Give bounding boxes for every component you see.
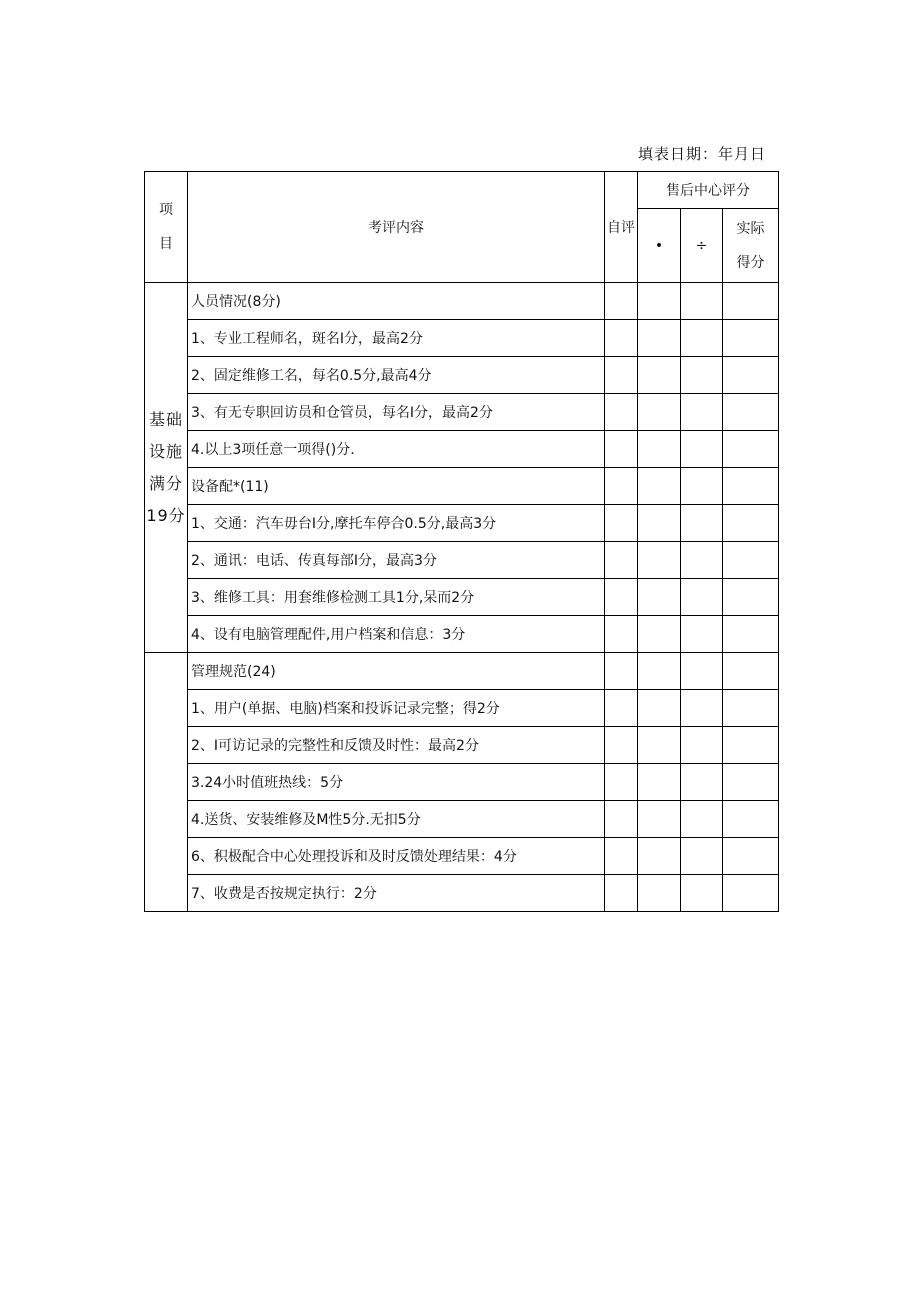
center-score-cell-2[interactable] <box>681 431 723 468</box>
content-cell: 1、用户(单据、电脑)档案和投诉记录完整；得2分 <box>188 690 605 727</box>
content-cell: 1、交通：汽车毋台I分,摩托车停合0.5分,最高3分 <box>188 505 605 542</box>
category-line: 19分 <box>146 505 186 525</box>
header-item-line1: 项 <box>159 202 173 218</box>
center-score-cell-1[interactable] <box>638 875 681 912</box>
center-score-cell-2[interactable] <box>681 875 723 912</box>
self-score-cell[interactable] <box>605 542 638 579</box>
center-score-cell-1[interactable] <box>638 542 681 579</box>
actual-score-cell[interactable] <box>723 616 779 653</box>
center-score-cell-1[interactable] <box>638 357 681 394</box>
header-item-line2: 目 <box>159 236 173 252</box>
center-score-cell-1[interactable] <box>638 838 681 875</box>
content-cell: 2、I可访记录的完整性和反馈及时性：最高2分 <box>188 727 605 764</box>
self-score-cell[interactable] <box>605 283 638 320</box>
table-row <box>145 283 779 320</box>
table-row <box>145 690 779 727</box>
header-sub-col2: ÷ <box>681 209 723 283</box>
header-actual-score <box>723 209 779 283</box>
center-score-cell-1[interactable] <box>638 468 681 505</box>
category-cell <box>145 283 188 653</box>
center-score-cell-1[interactable] <box>638 727 681 764</box>
content-cell: 6、积极配合中心处理投诉和及时反馈处理结果：4分 <box>188 838 605 875</box>
center-score-cell-2[interactable] <box>681 838 723 875</box>
content-cell: 4、设有电脑管理配件,用户档案和信息：3分 <box>188 616 605 653</box>
table-row <box>145 727 779 764</box>
center-score-cell-2[interactable] <box>681 357 723 394</box>
self-score-cell[interactable] <box>605 394 638 431</box>
actual-score-cell[interactable] <box>723 320 779 357</box>
content-cell: 4.送货、安装维修及M性5分.无扣5分 <box>188 801 605 838</box>
actual-score-cell[interactable] <box>723 764 779 801</box>
actual-score-cell[interactable] <box>723 690 779 727</box>
table-row <box>145 764 779 801</box>
center-score-cell-1[interactable] <box>638 690 681 727</box>
self-score-cell[interactable] <box>605 764 638 801</box>
center-score-cell-2[interactable] <box>681 505 723 542</box>
content-cell: 1、专业工程师名，斑名I分，最高2分 <box>188 320 605 357</box>
category-line: 基础 <box>148 409 183 429</box>
header-self-eval: 自评 <box>605 172 638 283</box>
table-row <box>145 431 779 468</box>
actual-score-cell[interactable] <box>723 394 779 431</box>
self-score-cell[interactable] <box>605 690 638 727</box>
actual-score-cell[interactable] <box>723 468 779 505</box>
center-score-cell-2[interactable] <box>681 320 723 357</box>
center-score-cell-2[interactable] <box>681 764 723 801</box>
center-score-cell-1[interactable] <box>638 431 681 468</box>
category-line: 满分 <box>148 473 183 493</box>
actual-score-cell[interactable] <box>723 431 779 468</box>
center-score-cell-2[interactable] <box>681 283 723 320</box>
center-score-cell-1[interactable] <box>638 505 681 542</box>
table-row <box>145 838 779 875</box>
header-actual-line2: 得分 <box>736 254 765 271</box>
actual-score-cell[interactable] <box>723 653 779 690</box>
content-cell: 管理规范(24) <box>188 653 605 690</box>
actual-score-cell[interactable] <box>723 801 779 838</box>
fill-date-label: 填表日期：年月日 <box>637 145 766 163</box>
actual-score-cell[interactable] <box>723 505 779 542</box>
center-score-cell-2[interactable] <box>681 579 723 616</box>
header-item-cell <box>145 172 188 283</box>
content-cell: 2、通讯：电话、传真每部I分，最高3分 <box>188 542 605 579</box>
center-score-cell-2[interactable] <box>681 394 723 431</box>
actual-score-cell[interactable] <box>723 542 779 579</box>
self-score-cell[interactable] <box>605 801 638 838</box>
actual-score-cell[interactable] <box>723 838 779 875</box>
table-row <box>145 357 779 394</box>
center-score-cell-1[interactable] <box>638 283 681 320</box>
category-line: 设施 <box>148 441 183 461</box>
actual-score-cell[interactable] <box>723 579 779 616</box>
table-row <box>145 875 779 912</box>
table-row <box>145 320 779 357</box>
evaluation-table <box>144 171 779 912</box>
center-score-cell-2[interactable] <box>681 468 723 505</box>
self-score-cell[interactable] <box>605 468 638 505</box>
table-row <box>145 394 779 431</box>
table-row <box>145 542 779 579</box>
header-row-1 <box>145 172 779 209</box>
content-cell: 3.24小时值班热线：5分 <box>188 764 605 801</box>
actual-score-cell[interactable] <box>723 283 779 320</box>
content-cell: 4.以上3项任意一项得()分. <box>188 431 605 468</box>
center-score-cell-2[interactable] <box>681 653 723 690</box>
actual-score-cell[interactable] <box>723 727 779 764</box>
self-score-cell[interactable] <box>605 616 638 653</box>
center-score-cell-2[interactable] <box>681 801 723 838</box>
header-center-eval: 售后中心评分 <box>638 172 779 209</box>
self-score-cell[interactable] <box>605 875 638 912</box>
content-cell: 设备配*(11) <box>188 468 605 505</box>
center-score-cell-2[interactable] <box>681 690 723 727</box>
self-score-cell[interactable] <box>605 505 638 542</box>
table-row <box>145 801 779 838</box>
category-cell <box>145 653 188 912</box>
table-row <box>145 653 779 690</box>
actual-score-cell[interactable] <box>723 875 779 912</box>
content-cell: 2、固定维修工名，每名0.5分,最高4分 <box>188 357 605 394</box>
center-score-cell-1[interactable] <box>638 653 681 690</box>
center-score-cell-1[interactable] <box>638 764 681 801</box>
table-row <box>145 579 779 616</box>
self-score-cell[interactable] <box>605 357 638 394</box>
self-score-cell[interactable] <box>605 579 638 616</box>
table-row <box>145 505 779 542</box>
content-cell: 人员情况(8分) <box>188 283 605 320</box>
header-content: 考评内容 <box>188 172 605 283</box>
table-row <box>145 468 779 505</box>
self-score-cell[interactable] <box>605 653 638 690</box>
header-sub-col1: • <box>638 209 681 283</box>
center-score-cell-2[interactable] <box>681 727 723 764</box>
center-score-cell-2[interactable] <box>681 542 723 579</box>
content-cell: 7、收费是否按规定执行：2分 <box>188 875 605 912</box>
content-cell: 3、维修工具：用套维修检测工具1分,呆而2分 <box>188 579 605 616</box>
center-score-cell-2[interactable] <box>681 616 723 653</box>
self-score-cell[interactable] <box>605 431 638 468</box>
content-cell: 3、有无专职回访员和仓管员，每名I分，最高2分 <box>188 394 605 431</box>
actual-score-cell[interactable] <box>723 357 779 394</box>
center-score-cell-1[interactable] <box>638 320 681 357</box>
self-score-cell[interactable] <box>605 838 638 875</box>
self-score-cell[interactable] <box>605 727 638 764</box>
self-score-cell[interactable] <box>605 320 638 357</box>
center-score-cell-1[interactable] <box>638 394 681 431</box>
center-score-cell-1[interactable] <box>638 801 681 838</box>
center-score-cell-1[interactable] <box>638 616 681 653</box>
center-score-cell-1[interactable] <box>638 579 681 616</box>
table-row <box>145 616 779 653</box>
header-actual-line1: 实际 <box>736 220 765 237</box>
